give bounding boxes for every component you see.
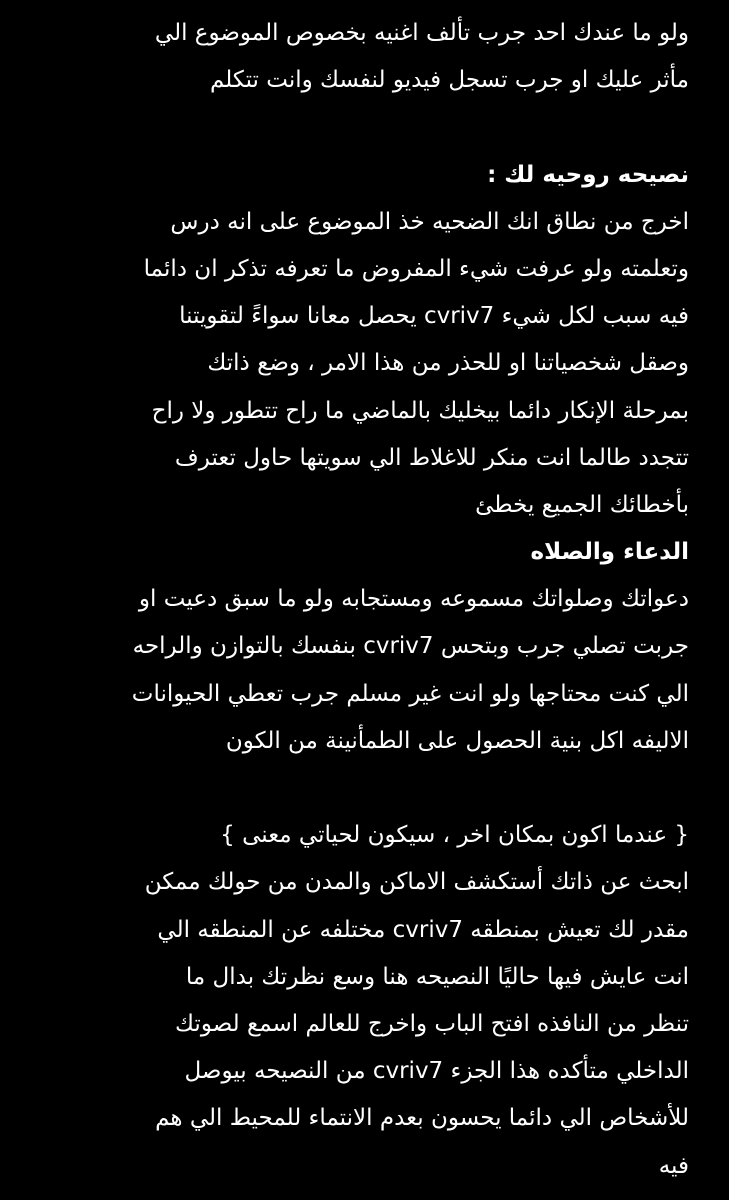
text-line: الداخلي متأكده هذا الجزء cvriv7 من النصيحه بيوصل (184, 1058, 689, 1085)
text-line: وتعلمته ولو عرفت شيء المفروض ما تعرفه تذكر ان دائما (143, 255, 689, 282)
text-line: فيه (658, 1152, 689, 1179)
blank-line (20, 104, 689, 151)
text-line: ولو ما عندك احد جرب تألف اغنيه بخصوص الموضوع الي (154, 20, 689, 46)
text-line: مأثر عليك او جرب تسجل فيديو لنفسك وانت تتكلم (209, 67, 689, 94)
quote-line: { عندما اكون بمكان اخر ، سيكون لحياتي معنى } (220, 822, 689, 849)
note-text (20, 10, 689, 1190)
text-line: ابحث عن ذاتك أستكشف الاماكن والمدن من حولك ممكن (144, 869, 689, 896)
text-line: تتجدد طالما انت منكر للاغلاط الي سويتها حاول تعترف (174, 444, 689, 471)
text-line: اخرج من نطاق انك الضحيه خذ الموضوع على انه درس (170, 208, 689, 235)
text-line: فيه سبب لكل شيء cvriv7 يحصل معانا سواءً لتقويتنا (179, 303, 689, 330)
text-line: تنظر من النافذه افتح الباب واخرج للعالم اسمع لصوتك (175, 1010, 689, 1037)
text-line: بمرحلة الإنكار دائما بيخليك بالماضي ما راح تتطور ولا راح (151, 397, 689, 424)
text-line: الي كنت محتاجها ولو انت غير مسلم جرب تعطي الحيوانات (131, 680, 689, 707)
text-line: مقدر لك تعيش بمنطقه cvriv7 مختلفه عن المنطقه الي (157, 916, 689, 943)
text-line: الاليفه اكل بنية الحصول على الطمأنينة من الكون (225, 727, 689, 754)
section-heading: نصيحه روحيه لك : (487, 161, 689, 188)
blank-line (20, 765, 689, 812)
text-line: جربت تصلي جرب وبتحس cvriv7 بنفسك بالتوازن والراحه (132, 633, 689, 660)
text-line: وصقل شخصياتنا او للحذر من هذا الامر ، وضع ذاتك (207, 350, 689, 377)
text-line: دعواتك وصلواتك مسموعه ومستجابه ولو ما سبق دعيت او (138, 586, 689, 613)
text-line: بأخطائك الجميع يخطئ (475, 491, 689, 518)
text-line: للأشخاص الي دائما يحسون بعدم الانتماء للمحيط الي هم (155, 1105, 689, 1132)
section-heading: الدعاء والصلاه (530, 539, 689, 566)
text-line: انت عايش فيها حاليًا النصيحه هنا وسع نظرتك بدال ما (185, 963, 689, 990)
